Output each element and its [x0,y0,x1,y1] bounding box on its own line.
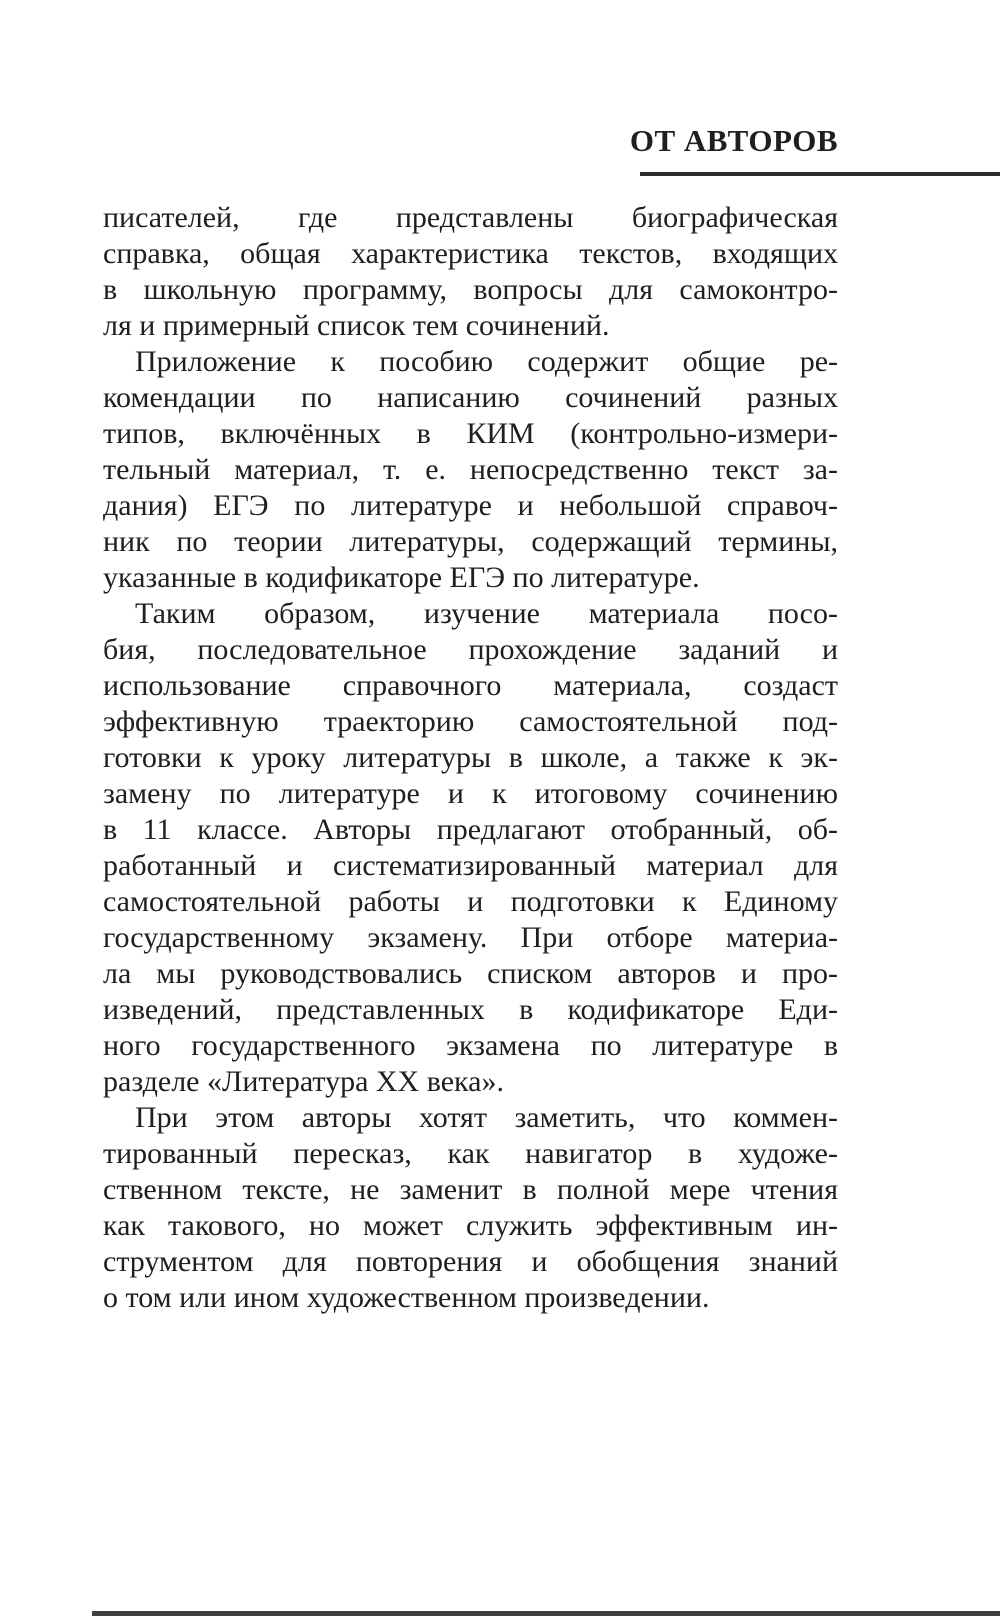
text-line: эффективную траекторию самостоятельной под- [103,705,838,738]
text-line: дания) ЕГЭ по литературе и небольшой справоч- [103,489,838,522]
text-line: Приложение к пособию содержит общие ре- [135,345,838,378]
text-line: писателей, где представлены биографическая [103,201,838,234]
text-line: изведений, представленных в кодификаторе Еди- [103,993,838,1026]
text-line: ственном тексте, не заменит в полной мере чтения [103,1173,838,1206]
text-line: справка, общая характеристика текстов, входящих [103,237,838,270]
text-line: При этом авторы хотят заметить, что коммен- [135,1101,838,1134]
text-line: о том или ином художественном произведении. [103,1281,710,1314]
text-line: ла мы руководствовались списком авторов и про- [103,957,838,990]
section-title-rule [640,172,1000,176]
text-line: тированный пересказ, как навигатор в художе- [103,1137,838,1170]
text-line: комендации по написанию сочинений разных [103,381,838,414]
text-line: струментом для повторения и обобщения знаний [103,1245,838,1278]
text-line: тельный материал, т. е. непосредственно текст за- [103,453,838,486]
section-title: ОТ АВТОРОВ [629,123,838,158]
text-line: ного государственного экзамена по литературе в [103,1029,838,1062]
body-text [103,200,838,1316]
text-line: ля и примерный список тем сочинений. [103,309,610,342]
text-line: самостоятельной работы и подготовки к Единому [103,885,838,918]
text-line: замену по литературе и к итоговому сочинению [103,777,838,810]
text-line: типов, включённых в КИМ (контрольно-измери- [103,417,838,450]
text-line: использование справочного материала, создаст [103,669,838,702]
text-line: в 11 классе. Авторы предлагают отобранный, об- [103,813,838,846]
text-line: Таким образом, изучение материала посо- [135,597,838,630]
text-line: ник по теории литературы, содержащий термины, [103,525,838,558]
text-line: бия, последовательное прохождение заданий и [103,633,838,666]
text-line: разделе «Литература XX века». [103,1065,504,1098]
text-line: в школьную программу, вопросы для самоконтро- [103,273,838,306]
text-line: указанные в кодификаторе ЕГЭ по литературе. [103,561,700,594]
text-line: готовки к уроку литературы в школе, а также к эк- [103,741,838,774]
page-bottom-scan-edge [92,1611,1000,1616]
text-line: работанный и систематизированный материал для [103,849,838,882]
text-line: государственному экзамену. При отборе материа- [103,921,838,954]
text-line: как такового, но может служить эффективным ин- [103,1209,838,1242]
